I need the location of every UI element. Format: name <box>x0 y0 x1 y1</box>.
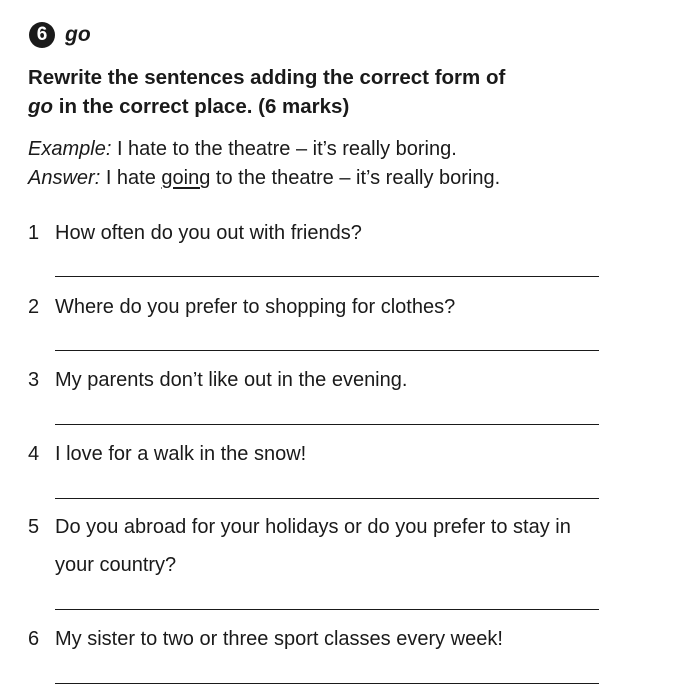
instructions-keyword: go <box>28 95 54 118</box>
question-number: 6 <box>28 628 40 650</box>
answer-line-field[interactable] <box>55 683 599 684</box>
question-item <box>28 361 608 399</box>
answer-underlined-word: going <box>161 167 211 189</box>
exercise-heading <box>28 18 608 52</box>
question-item <box>28 620 608 658</box>
answer-line-field[interactable] <box>55 424 599 425</box>
example-text: I hate to the theatre – it’s really boring. <box>116 138 457 160</box>
question-number: 4 <box>28 443 40 465</box>
question-number: 3 <box>28 369 40 391</box>
exercise-title: go <box>65 23 91 46</box>
question-item <box>28 508 608 584</box>
question-item <box>28 288 608 326</box>
answer-line <box>28 164 608 193</box>
example-line <box>28 135 608 164</box>
answer-text-after: to the theatre – it’s really boring. <box>215 167 501 189</box>
question-text: Where do you prefer to shopping for clothes? <box>55 296 456 318</box>
answer-line-field[interactable] <box>55 350 599 351</box>
question-text: How often do you out with friends? <box>55 222 362 244</box>
answer-line-field[interactable] <box>55 498 599 499</box>
answer-line-field[interactable] <box>55 609 599 610</box>
question-text: My parents don’t like out in the evening. <box>55 369 408 391</box>
instructions-text-after: in the correct place. (6 marks) <box>58 95 350 118</box>
question-number: 2 <box>28 296 40 318</box>
answer-line-field[interactable] <box>55 276 599 277</box>
exercise-page <box>28 18 608 193</box>
question-item <box>28 435 608 473</box>
instructions-text-before: Rewrite the sentences adding the correct form of <box>28 66 506 89</box>
example-label: Example: <box>28 138 112 160</box>
question-text: My sister to two or three sport classes every week! <box>55 628 503 650</box>
question-text: Do you abroad for your holidays or do you prefer to stay in your country? <box>55 516 571 576</box>
question-text: I love for a walk in the snow! <box>55 443 307 465</box>
question-item <box>28 214 608 252</box>
example-block <box>28 135 608 193</box>
exercise-instructions <box>28 63 608 121</box>
answer-text-before: I hate <box>105 167 156 189</box>
exercise-number-badge: 6 <box>29 22 55 48</box>
question-number: 1 <box>28 222 40 244</box>
answer-label: Answer: <box>28 167 101 189</box>
question-number: 5 <box>28 516 40 538</box>
